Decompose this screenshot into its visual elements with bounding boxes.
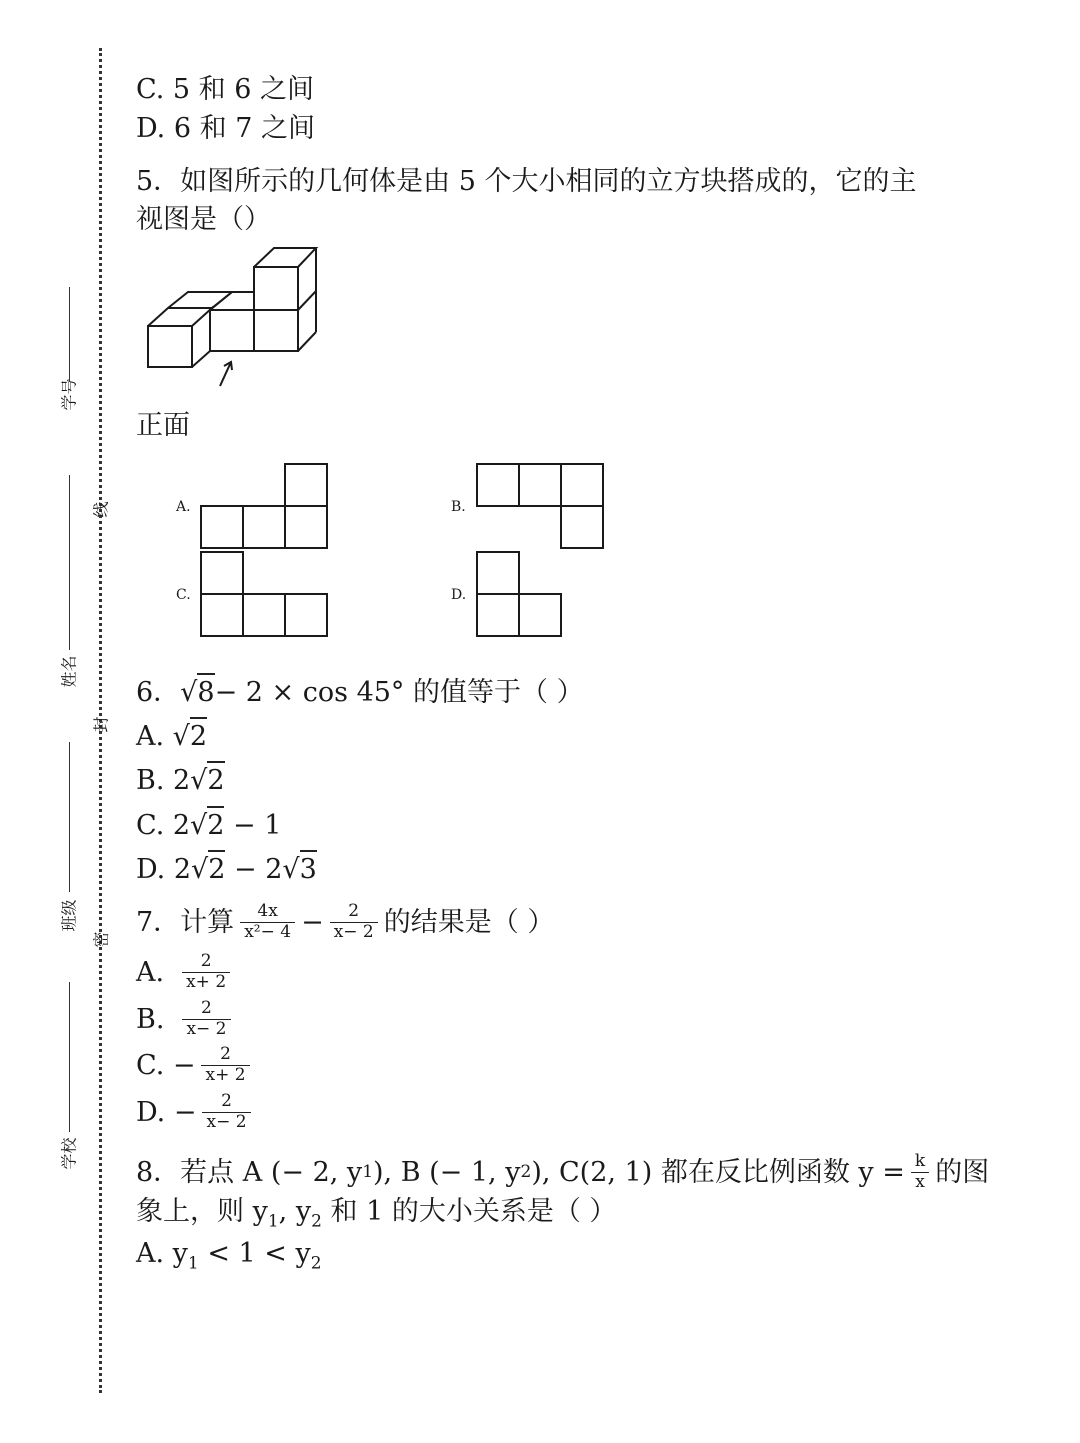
school-rule xyxy=(69,982,70,1132)
q5-option-a-figure xyxy=(198,462,334,552)
name-rule xyxy=(69,475,70,650)
q7-fraction-1: $\frac{4x}{\text{x²− 4}}$ xyxy=(240,902,295,942)
q5-option-d-figure xyxy=(474,550,570,640)
q6-stem: 6．√8− 2 × cos 45° 的值等于（ ） xyxy=(136,679,584,706)
q6-option-b: B. 2√2 xyxy=(136,767,225,794)
q5-option-b-figure xyxy=(474,462,610,552)
name-label: 姓名 xyxy=(59,655,79,688)
line-label: 线 xyxy=(91,501,111,518)
q8-option-a: A. $y_1 < 1 < y_2$ xyxy=(136,1238,322,1274)
class-label: 班级 xyxy=(59,899,79,932)
seal-label: 封 xyxy=(91,716,111,733)
student-id-label: 学号 xyxy=(59,378,79,411)
q7-option-d: D. − $\frac{2}{x- 2}$ xyxy=(136,1092,257,1132)
student-id-rule xyxy=(69,287,70,382)
q6-option-c: C. 2√2 − 1 xyxy=(136,812,281,839)
q7-stem: 7．计算 $\frac{4x}{\text{x²− 4}}$ − $\frac{2}{x- 2}$ 的结果是（ ） xyxy=(136,901,555,942)
secret-label: 密 xyxy=(91,931,111,948)
q4-option-c: C. 5 和 6 之间 xyxy=(136,74,314,105)
q5-cube-figure xyxy=(140,240,325,395)
q7-option-a: A. $\frac{2}{x+ 2}$ xyxy=(136,952,236,992)
q4-option-d: D. 6 和 7 之间 xyxy=(136,113,315,144)
school-label: 学校 xyxy=(59,1137,79,1170)
front-arrow-icon xyxy=(220,362,232,386)
q8-stem-line1: 8．若点 A (− 2, y 1 ), B (− 1, y 2 ), C(2, 1) 都在反比例函数 y = $\frac{k}{x}$ 的图 xyxy=(136,1151,990,1192)
class-rule xyxy=(69,742,70,892)
q5-stem-line2: 视图是（） xyxy=(136,204,271,235)
q7-option-b: B. $\frac{2}{x- 2}$ xyxy=(136,999,237,1039)
q5-option-c-label: C. xyxy=(176,587,191,603)
q5-stem-line1: 5．如图所示的几何体是由 5 个大小相同的立方块搭成的，它的主 xyxy=(136,166,917,197)
q6-option-d: D. 2√2 − 2√3 xyxy=(136,856,317,883)
q7-fraction-2: $\frac{2}{x- 2}$ xyxy=(330,902,378,942)
q6-option-a: A. √2 xyxy=(136,723,207,750)
q5-option-d-label: D. xyxy=(451,587,467,603)
q5-option-b-label: B. xyxy=(451,499,466,515)
q5-option-a-label: A. xyxy=(176,499,191,515)
q5-option-c-figure xyxy=(198,550,334,640)
q5-front-label: 正面 xyxy=(136,410,190,441)
q8-fraction-k-over-x: $\frac{k}{x}$ xyxy=(911,1152,929,1192)
q7-option-c: C. − $\frac{2}{x+ 2}$ xyxy=(136,1045,256,1085)
q8-stem-line2: 象上，则 $y_1$, $y_2$ 和 1 的大小关系是（ ） xyxy=(136,1196,617,1232)
